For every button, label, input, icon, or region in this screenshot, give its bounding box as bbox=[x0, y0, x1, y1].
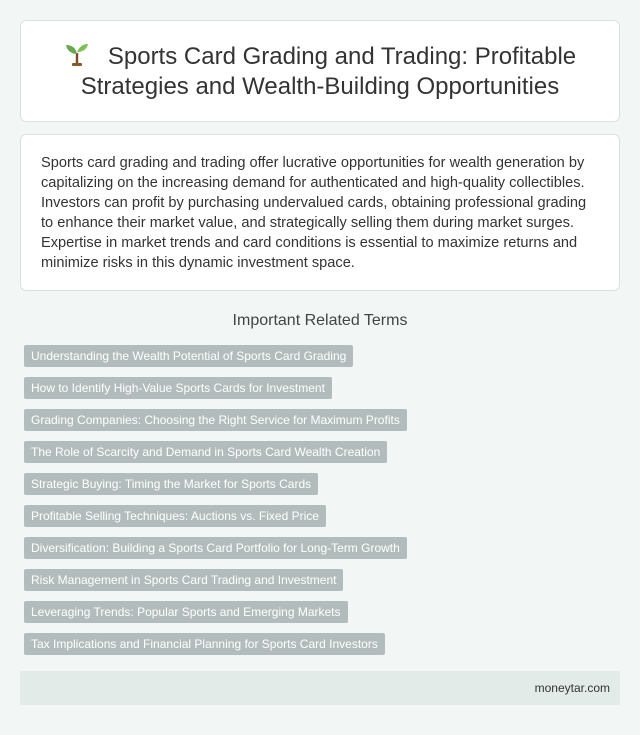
term-tag[interactable]: The Role of Scarcity and Demand in Sports Card Wealth Creation bbox=[24, 441, 387, 463]
term-tag[interactable]: Leveraging Trends: Popular Sports and Emerging Markets bbox=[24, 601, 348, 623]
list-item bbox=[24, 345, 620, 377]
list-item bbox=[24, 633, 620, 665]
footer-site-link[interactable]: moneytar.com bbox=[534, 681, 610, 695]
title-line-1: Sports Card Grading and Trading: Profitable bbox=[107, 42, 577, 70]
related-terms-heading: Important Related Terms bbox=[232, 312, 408, 329]
term-tag[interactable]: Understanding the Wealth Potential of Sports Card Grading bbox=[24, 345, 353, 367]
list-item bbox=[24, 377, 620, 409]
list-item bbox=[24, 505, 620, 537]
title-card bbox=[20, 20, 620, 122]
term-tag[interactable]: Tax Implications and Financial Planning for Sports Card Investors bbox=[24, 633, 385, 655]
footer bbox=[20, 671, 620, 705]
sprout-icon bbox=[64, 41, 90, 67]
summary-card bbox=[20, 134, 620, 291]
page-title bbox=[64, 41, 576, 102]
term-tag[interactable]: Risk Management in Sports Card Trading and Investment bbox=[24, 569, 343, 591]
list-item bbox=[24, 473, 620, 505]
term-tag[interactable]: How to Identify High-Value Sports Cards for Investment bbox=[24, 377, 332, 399]
term-tag[interactable]: Grading Companies: Choosing the Right Service for Maximum Profits bbox=[24, 409, 407, 431]
term-tag[interactable]: Strategic Buying: Timing the Market for Sports Cards bbox=[24, 473, 318, 495]
list-item bbox=[24, 409, 620, 441]
list-item bbox=[24, 601, 620, 633]
related-terms-list bbox=[24, 345, 620, 665]
list-item bbox=[24, 537, 620, 569]
title-line-2: Strategies and Wealth-Building Opportunities bbox=[80, 72, 560, 100]
list-item bbox=[24, 441, 620, 473]
term-tag[interactable]: Diversification: Building a Sports Card Portfolio for Long-Term Growth bbox=[24, 537, 407, 559]
list-item bbox=[24, 569, 620, 601]
term-tag[interactable]: Profitable Selling Techniques: Auctions vs. Fixed Price bbox=[24, 505, 326, 527]
summary-text: Sports card grading and trading offer lucrative opportunities for wealth generation by capitalizing on the increasing demand for authenticated and high-quality collectibles. Investors can profit by purchasing undervalued cards, obtaining professional grading to enhance their market value, and strategically selling them during market surges. Expertise in market trends and card conditions is essential to maximize returns and minimize risks in this dynamic investment space. bbox=[41, 155, 587, 271]
